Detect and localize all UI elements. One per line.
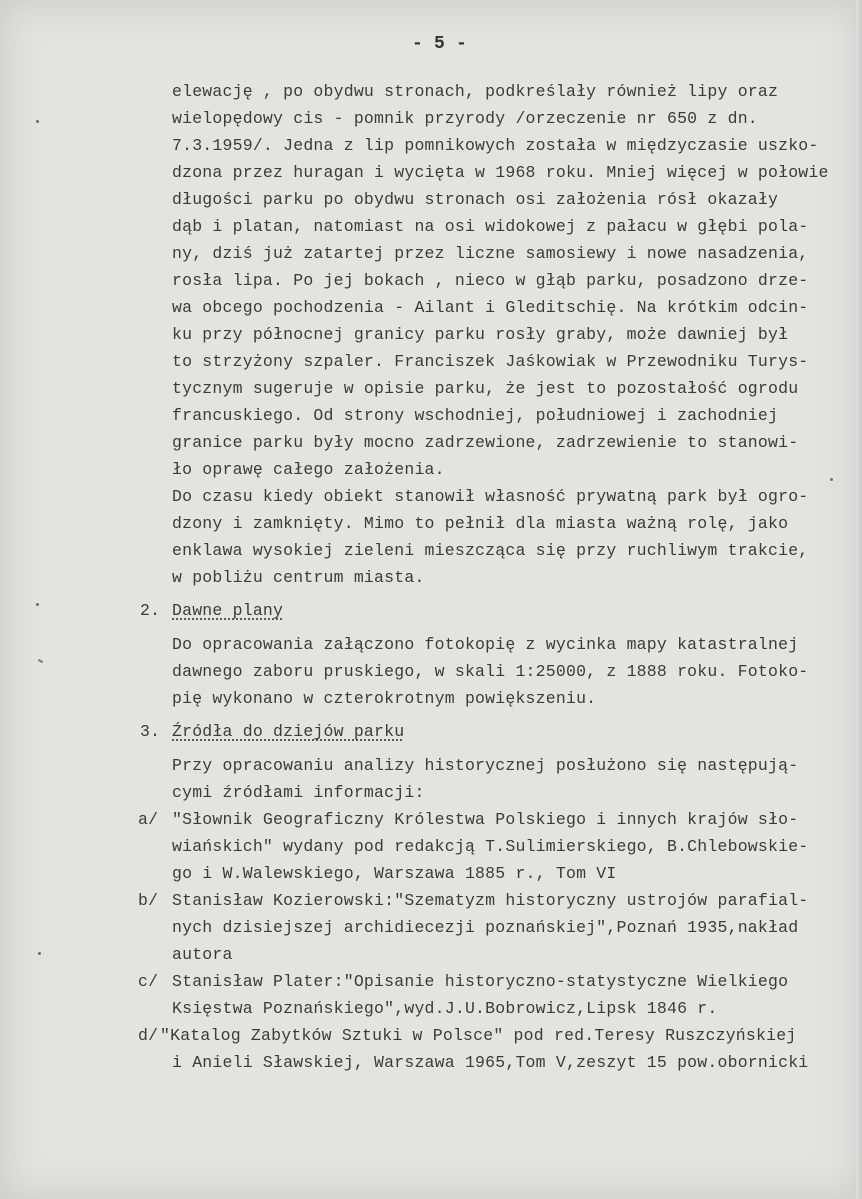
margin-speck [830, 478, 833, 481]
body-line: ku przy północnej granicy parku rosły graby, może dawniej był [172, 325, 789, 344]
body-line: Do czasu kiedy obiekt stanowił własność prywatną park był ogro- [172, 487, 809, 506]
body-line: tycznym sugeruje w opisie parku, że jest to pozostałość ogrodu [172, 379, 799, 398]
source-line: Stanisław Kozierowski:"Szematyzm historyczny ustrojów parafial- [172, 891, 809, 910]
body-line: granice parku były mocno zadrzewione, zadrzewienie to stanowi- [172, 433, 799, 452]
body-line: ło oprawę całego założenia. [172, 460, 445, 479]
body-line: 7.3.1959/. Jedna z lip pomnikowych została w międzyczasie uszko- [172, 136, 819, 155]
source-line: "Katalog Zabytków Sztuki w Polsce" pod red.Teresy Ruszczyńskiej [160, 1026, 797, 1045]
body-line: wa obcego pochodzenia - Ailant i Gleditschię. Na krótkim odcin- [172, 298, 809, 317]
source-marker: c/ [138, 972, 159, 991]
source-line: wiańskich" wydany pod redakcją T.Sulimierskiego, B.Chlebowskie- [172, 837, 809, 856]
source-line: "Słownik Geograficzny Królestwa Polskiego i innych krajów sło- [172, 810, 799, 829]
section-line: Do opracowania załączono fotokopię z wycinka mapy katastralnej [172, 635, 799, 654]
section-title: Źródła do dziejów parku [172, 722, 405, 741]
margin-speck [36, 120, 39, 123]
body-line: enklawa wysokiej zieleni mieszcząca się przy ruchliwym trakcie, [172, 541, 809, 560]
source-line: Stanisław Plater:"Opisanie historyczno-statystyczne Wielkiego [172, 972, 789, 991]
body-line: to strzyżony szpaler. Franciszek Jaśkowiak w Przewodniku Turys- [172, 352, 809, 371]
margin-speck [38, 952, 41, 955]
margin-speck [36, 603, 39, 606]
body-line: w pobliżu centrum miasta. [172, 568, 425, 587]
section-title: Dawne plany [172, 601, 284, 620]
section-line: pię wykonano w czterokrotnym powiększeniu. [172, 689, 597, 708]
body-line: elewację , po obydwu stronach, podkreślały również lipy oraz [172, 82, 779, 101]
page-number: - 5 - [412, 34, 468, 54]
source-line: Księstwa Poznańskiego",wyd.J.U.Bobrowicz,Lipsk 1846 r. [172, 999, 718, 1018]
section-line: cymi źródłami informacji: [172, 783, 425, 802]
section-line: Przy opracowaniu analizy historycznej posłużono się następują- [172, 756, 799, 775]
body-line: francuskiego. Od strony wschodniej, południowej i zachodniej [172, 406, 779, 425]
source-line: i Anieli Sławskiej, Warszawa 1965,Tom V,zeszyt 15 pow.obornicki [172, 1053, 809, 1072]
source-line: nych dzisiejszej archidiecezji poznańskiej",Poznań 1935,nakład [172, 918, 799, 937]
section-number: 3. [140, 722, 161, 741]
section-line: dawnego zaboru pruskiego, w skali 1:25000, z 1888 roku. Fotoko- [172, 662, 809, 681]
body-line: dzony i zamknięty. Mimo to pełnił dla miasta ważną rolę, jako [172, 514, 789, 533]
source-line: autora [172, 945, 233, 964]
body-line: dąb i platan, natomiast na osi widokowej z pałacu w głębi pola- [172, 217, 809, 236]
body-line: wielopędowy cis - pomnik przyrody /orzeczenie nr 650 z dn. [172, 109, 758, 128]
body-line: dzona przez huragan i wycięta w 1968 roku. Mniej więcej w połowie [172, 163, 829, 182]
body-line: długości parku po obydwu stronach osi założenia rósł okazały [172, 190, 779, 209]
page-edge [856, 0, 862, 1199]
source-marker: b/ [138, 891, 159, 910]
source-marker: d/ [138, 1026, 159, 1045]
section-number: 2. [140, 601, 161, 620]
margin-speck [38, 659, 43, 663]
body-line: rosła lipa. Po jej bokach , nieco w głąb parku, posadzono drze- [172, 271, 809, 290]
source-line: go i W.Walewskiego, Warszawa 1885 r., Tom VI [172, 864, 617, 883]
source-marker: a/ [138, 810, 159, 829]
body-line: ny, dziś już zatartej przez liczne samosiewy i nowe nasadzenia, [172, 244, 809, 263]
